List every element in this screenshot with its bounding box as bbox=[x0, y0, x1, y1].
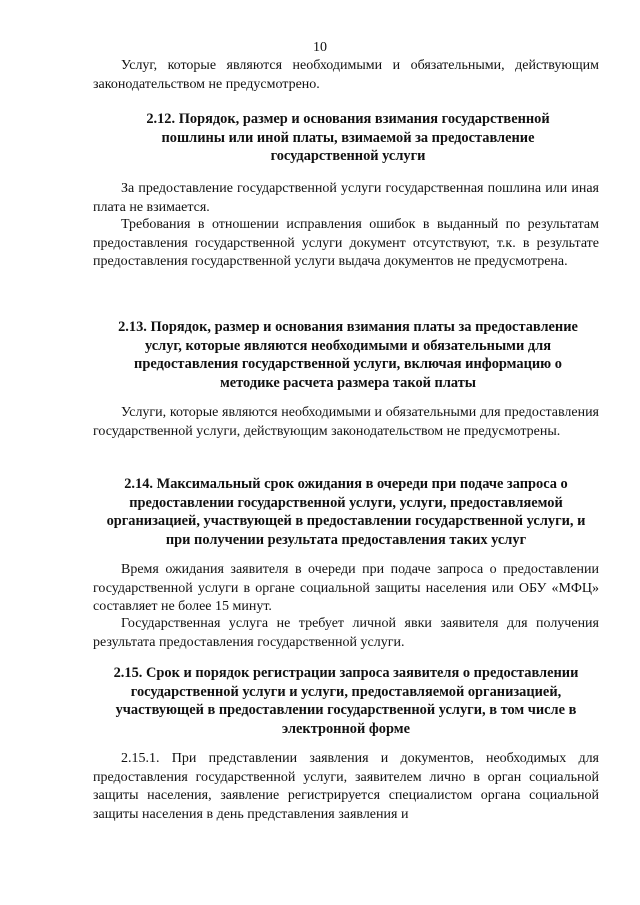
paragraph: Услуг, которые являются необходимыми и обязательными, действующим законодательством не предусмотрено. bbox=[93, 58, 599, 92]
paragraph: 2.15.1. При представлении заявления и документов, необходимых для предоставления государственной услуги, заявителем лично в орган социальной защиты населения, заявление регистрируется специалистом органа социальной защиты населения в день представления заявления и bbox=[93, 751, 599, 822]
paragraph: За предоставление государственной услуги государственная пошлина или иная плата не взимается. bbox=[93, 181, 599, 215]
paragraph: Государственная услуга не требует личной явки заявителя для получения результата предоставления государственной услуги. bbox=[93, 616, 599, 650]
section-heading-2-12: 2.12. Порядок, размер и основания взимания государственной пошлины или иной платы, взимаемой за предоставление государственной услуги bbox=[146, 111, 550, 164]
page-number: 10 bbox=[313, 40, 327, 55]
section-heading-2-13: 2.13. Порядок, размер и основания взимания платы за предоставление услуг, которые являются необходимыми и обязательными для предоставления государственной услуги, включая информацию о методике расчета размера такой платы bbox=[118, 319, 578, 391]
section-heading-2-14: 2.14. Максимальный срок ожидания в очереди при подаче запроса о предоставлении государственной услуги, услуги, предоставляемой организацией, участвующей в предоставлении государственной услуги, и при получении результата предоставления таких услуг bbox=[106, 476, 586, 548]
section-heading-2-15: 2.15. Срок и порядок регистрации запроса заявителя о предоставлении государственной услуги и услуги, предоставляемой организацией, участвующей в предоставлении государственной услуги, в том числе в электронной форме bbox=[113, 665, 579, 737]
paragraph: Время ожидания заявителя в очереди при подаче запроса о предоставлении государственной услуги в органе социальной защиты населения или ОБУ «МФЦ» составляет не более 15 минут. bbox=[93, 562, 599, 614]
paragraph: Услуги, которые являются необходимыми и обязательными для предоставления государственной услуги, действующим законодательством не предусмотрены. bbox=[93, 405, 599, 439]
paragraph: Требования в отношении исправления ошибок в выданный по результатам предоставления государственной услуги документ отсутствуют, т.к. в результате предоставления государственной услуги выдача документов не предусмотрена. bbox=[93, 217, 599, 269]
